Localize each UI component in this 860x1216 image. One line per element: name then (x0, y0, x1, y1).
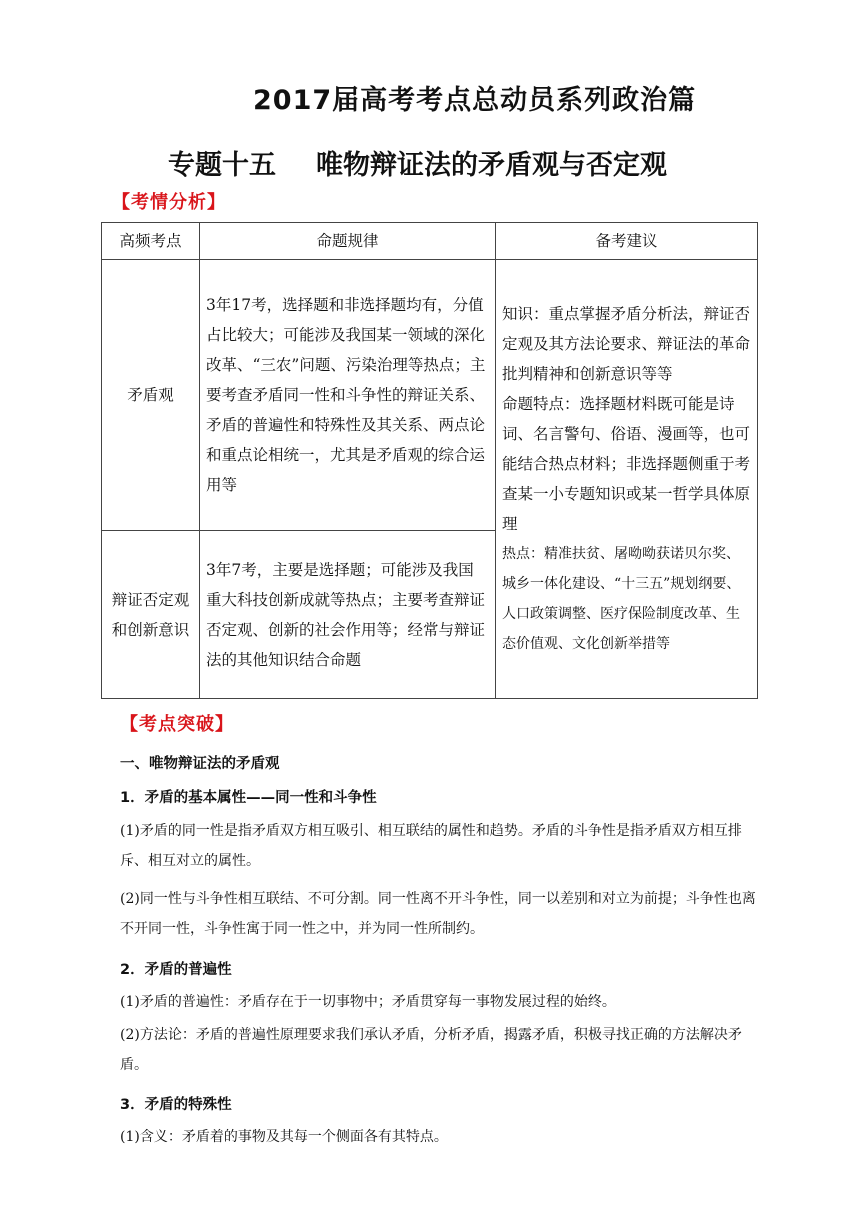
section-heading-breakthrough: 【考点突破】 (120, 714, 234, 735)
content-paragraph: (2)方法论：矛盾的普遍性原理要求我们承认矛盾，分析矛盾，揭露矛盾，积极寻找正确的方法解决矛盾。 (120, 1027, 742, 1073)
content-paragraph: (1)矛盾的普遍性：矛盾存在于一切事物中；矛盾贯穿每一事物发展过程的始终。 (120, 994, 616, 1010)
advice-cell (496, 260, 758, 699)
header-rule: 命题规律 (200, 223, 496, 260)
header-advice: 备考建议 (496, 223, 758, 260)
analysis-table (101, 222, 758, 699)
topic-number: 专题十五 (168, 150, 276, 181)
table-header-row (102, 223, 758, 260)
content-subheading: 1．矛盾的基本属性——同一性和斗争性 (120, 790, 377, 806)
table-row (102, 260, 758, 531)
content-subheading: 2．矛盾的普遍性 (120, 962, 232, 978)
advice-main-text: 知识：重点掌握矛盾分析法，辩证否定观及其方法论要求、辩证法的革命批判精神和创新意识等等 命题特点：选择题材料既可能是诗词、名言警句、俗语、漫画等，也可能结合热点材料；非选择题侧重于考查某一小专题知识或某一哲学具体原理 (502, 305, 751, 533)
content-paragraph: (2)同一性与斗争性相互联结、不可分割。同一性离不开斗争性，同一以差别和对立为前提；斗争性也离不开同一性，斗争性寓于同一性之中，并为同一性所制约。 (120, 891, 756, 937)
content-heading: 一、唯物辩证法的矛盾观 (120, 756, 280, 772)
rule-cell: 3年17考，选择题和非选择题均有，分值占比较大；可能涉及我国某一领域的深化改革、“三农”问题、污染治理等热点；主要考查矛盾同一性和斗争性的辩证关系、矛盾的普遍性和特殊性及其关系、两点论和重点论相统一，尤其是矛盾观的综合运用等 (200, 260, 496, 531)
advice-hot-text: 热点：精准扶贫、屠呦呦获诺贝尔奖、城乡一体化建设、“十三五”规划纲要、人口政策调整、医疗保险制度改革、生态价值观、文化创新举措等 (502, 546, 741, 652)
content-paragraph: (1)矛盾的同一性是指矛盾双方相互吸引、相互联结的属性和趋势。矛盾的斗争性是指矛盾双方相互排斥、相互对立的属性。 (120, 823, 742, 869)
rule-cell: 3年7考，主要是选择题；可能涉及我国重大科技创新成就等热点；主要考查辩证否定观、创新的社会作用等；经常与辩证法的其他知识结合命题 (200, 531, 496, 699)
topic-cell: 矛盾观 (102, 260, 200, 531)
topic-cell: 辩证否定观和创新意识 (102, 531, 200, 699)
section-heading-analysis: 【考情分析】 (112, 192, 226, 213)
topic-title: 唯物辩证法的矛盾观与否定观 (316, 150, 667, 181)
content-paragraph: (1)含义：矛盾着的事物及其每一个侧面各有其特点。 (120, 1129, 448, 1145)
document-subtitle (168, 143, 667, 182)
document-title: 2017届高考考点总动员系列政治篇 (253, 85, 697, 116)
header-topic: 高频考点 (102, 223, 200, 260)
content-subheading: 3．矛盾的特殊性 (120, 1097, 232, 1113)
